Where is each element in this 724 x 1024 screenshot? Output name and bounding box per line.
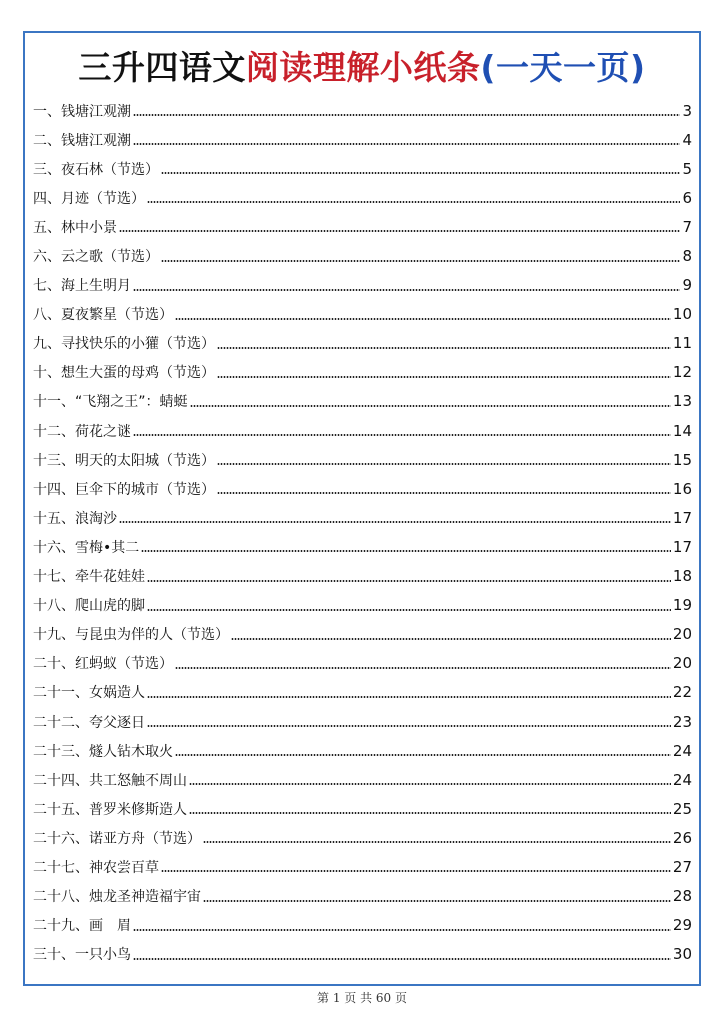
toc-entry[interactable] bbox=[33, 212, 692, 241]
toc-entry-title: 四、月迹（节选） bbox=[33, 190, 145, 207]
toc-entry[interactable] bbox=[33, 852, 692, 881]
dot-leader bbox=[189, 812, 671, 814]
toc-entry-page-number: 17 bbox=[672, 508, 692, 527]
dot-leader bbox=[147, 725, 671, 727]
toc-entry-page-number: 27 bbox=[672, 857, 692, 876]
dot-leader bbox=[141, 550, 671, 552]
toc-entry[interactable] bbox=[33, 474, 692, 503]
toc-entry-title: 二十四、共工怒触不周山 bbox=[33, 772, 187, 789]
toc-entry[interactable] bbox=[33, 329, 692, 358]
dot-leader bbox=[189, 783, 671, 785]
toc-entry-title: 十四、巨伞下的城市（节选） bbox=[33, 481, 215, 498]
dot-leader bbox=[175, 754, 671, 756]
toc-entry-title: 二十六、诺亚方舟（节选） bbox=[33, 830, 201, 847]
toc-entry[interactable] bbox=[33, 241, 692, 270]
toc-entry-title: 二十、红蚂蚁（节选） bbox=[33, 656, 173, 673]
table-of-contents bbox=[33, 96, 692, 969]
toc-entry-title: 十一、“飞翔之王”：蜻蜓 bbox=[33, 394, 188, 411]
title-red-part: 阅读理解小纸条 bbox=[245, 48, 481, 87]
toc-entry-title: 六、云之歌（节选） bbox=[33, 249, 159, 266]
toc-entry-page-number: 14 bbox=[672, 421, 692, 440]
toc-entry-page-number: 29 bbox=[672, 916, 692, 935]
toc-entry[interactable] bbox=[33, 183, 692, 212]
dot-leader bbox=[133, 958, 671, 960]
toc-entry-page-number: 13 bbox=[672, 392, 692, 411]
dot-leader bbox=[175, 667, 671, 669]
toc-entry[interactable] bbox=[33, 503, 692, 532]
toc-entry-title: 三、夜石林（节选） bbox=[33, 161, 159, 178]
toc-entry-title: 二十九、画 眉 bbox=[33, 918, 131, 935]
dot-leader bbox=[161, 870, 671, 872]
toc-entry-title: 十、想生大蛋的母鸡（节选） bbox=[33, 365, 215, 382]
toc-entry-title: 五、林中小景 bbox=[33, 219, 117, 236]
toc-entry[interactable] bbox=[33, 736, 692, 765]
dot-leader bbox=[147, 580, 671, 582]
toc-entry[interactable] bbox=[33, 911, 692, 940]
toc-entry-title: 二、钱塘江观潮 bbox=[33, 132, 131, 149]
dot-leader bbox=[161, 172, 680, 174]
toc-entry-page-number: 25 bbox=[672, 799, 692, 818]
dot-leader bbox=[133, 289, 680, 291]
toc-entry[interactable] bbox=[33, 882, 692, 911]
dot-leader bbox=[203, 900, 671, 902]
toc-entry[interactable] bbox=[33, 794, 692, 823]
toc-entry-title: 二十五、普罗米修斯造人 bbox=[33, 801, 187, 818]
toc-entry-title: 十五、浪淘沙 bbox=[33, 510, 117, 527]
toc-entry-page-number: 28 bbox=[672, 887, 692, 906]
toc-entry-title: 九、寻找快乐的小獾（节选） bbox=[33, 336, 215, 353]
dot-leader bbox=[133, 929, 671, 931]
toc-entry-title: 十九、与昆虫为伴的人（节选） bbox=[33, 627, 229, 644]
dot-leader bbox=[175, 318, 671, 320]
toc-entry[interactable] bbox=[33, 562, 692, 591]
toc-entry-page-number: 26 bbox=[672, 828, 692, 847]
toc-entry-title: 二十二、夸父逐日 bbox=[33, 714, 145, 731]
dot-leader bbox=[231, 638, 671, 640]
toc-entry-page-number: 19 bbox=[672, 596, 692, 615]
toc-entry[interactable] bbox=[33, 591, 692, 620]
toc-entry[interactable] bbox=[33, 678, 692, 707]
toc-entry-page-number: 30 bbox=[672, 945, 692, 964]
toc-entry-page-number: 17 bbox=[672, 537, 692, 556]
dot-leader bbox=[147, 696, 671, 698]
page-footer: 第 1 页 共 60 页 bbox=[317, 991, 407, 1005]
toc-entry-page-number: 20 bbox=[672, 654, 692, 673]
page-title bbox=[0, 42, 724, 89]
toc-entry[interactable] bbox=[33, 300, 692, 329]
dot-leader bbox=[190, 405, 671, 407]
dot-leader bbox=[161, 260, 680, 262]
toc-entry-title: 二十一、女娲造人 bbox=[33, 685, 145, 702]
toc-entry-page-number: 16 bbox=[672, 479, 692, 498]
toc-entry-page-number: 4 bbox=[682, 130, 692, 149]
toc-entry[interactable] bbox=[33, 271, 692, 300]
toc-entry[interactable] bbox=[33, 940, 692, 969]
toc-entry-title: 八、夏夜繁星（节选） bbox=[33, 307, 173, 324]
toc-entry[interactable] bbox=[33, 387, 692, 416]
toc-entry-page-number: 10 bbox=[672, 305, 692, 324]
dot-leader bbox=[217, 347, 671, 349]
toc-entry[interactable] bbox=[33, 649, 692, 678]
toc-entry-title: 三十、一只小鸟 bbox=[33, 947, 131, 964]
toc-entry-page-number: 9 bbox=[682, 276, 692, 295]
toc-entry-title: 十七、牵牛花娃娃 bbox=[33, 569, 145, 586]
toc-entry[interactable] bbox=[33, 96, 692, 125]
toc-entry-title: 十六、雪梅•其二 bbox=[33, 539, 140, 556]
toc-entry-title: 七、海上生明月 bbox=[33, 278, 131, 295]
toc-entry[interactable] bbox=[33, 358, 692, 387]
dot-leader bbox=[119, 521, 671, 523]
toc-entry-page-number: 3 bbox=[682, 101, 692, 120]
toc-entry-page-number: 24 bbox=[672, 770, 692, 789]
toc-entry-title: 一、钱塘江观潮 bbox=[33, 103, 131, 120]
toc-entry[interactable] bbox=[33, 532, 692, 561]
toc-entry[interactable] bbox=[33, 154, 692, 183]
toc-entry-title: 十八、爬山虎的脚 bbox=[33, 598, 145, 615]
toc-entry-title: 二十八、烛龙圣神造福宇宙 bbox=[33, 889, 201, 906]
toc-entry-page-number: 7 bbox=[682, 217, 692, 236]
toc-entry-page-number: 5 bbox=[682, 159, 692, 178]
dot-leader bbox=[119, 230, 680, 232]
toc-entry-title: 二十三、燧人钻木取火 bbox=[33, 743, 173, 760]
title-black-part: 三升四语文 bbox=[78, 48, 246, 87]
toc-entry[interactable] bbox=[33, 765, 692, 794]
toc-entry-page-number: 24 bbox=[672, 741, 692, 760]
dot-leader bbox=[133, 143, 680, 145]
dot-leader bbox=[217, 376, 671, 378]
toc-entry-page-number: 23 bbox=[672, 712, 692, 731]
dot-leader bbox=[133, 434, 671, 436]
toc-entry[interactable] bbox=[33, 823, 692, 852]
title-blue-part: (一天一页) bbox=[480, 48, 646, 87]
toc-entry-page-number: 22 bbox=[672, 683, 692, 702]
dot-leader bbox=[217, 492, 671, 494]
toc-entry-page-number: 8 bbox=[682, 247, 692, 266]
toc-entry-title: 二十七、神农尝百草 bbox=[33, 859, 159, 876]
dot-leader bbox=[217, 463, 671, 465]
toc-entry-page-number: 6 bbox=[682, 188, 692, 207]
dot-leader bbox=[147, 609, 671, 611]
toc-entry[interactable] bbox=[33, 620, 692, 649]
dot-leader bbox=[133, 114, 680, 116]
toc-entry-page-number: 12 bbox=[672, 363, 692, 382]
toc-entry-title: 十二、荷花之谜 bbox=[33, 423, 131, 440]
dot-leader bbox=[203, 841, 671, 843]
dot-leader bbox=[147, 201, 680, 203]
toc-entry-page-number: 15 bbox=[672, 450, 692, 469]
toc-entry-title: 十三、明天的太阳城（节选） bbox=[33, 452, 215, 469]
toc-entry[interactable] bbox=[33, 445, 692, 474]
toc-entry[interactable] bbox=[33, 416, 692, 445]
toc-entry-page-number: 11 bbox=[672, 334, 692, 353]
toc-entry[interactable] bbox=[33, 707, 692, 736]
toc-entry-page-number: 18 bbox=[672, 567, 692, 586]
toc-entry[interactable] bbox=[33, 125, 692, 154]
toc-entry-page-number: 20 bbox=[672, 625, 692, 644]
